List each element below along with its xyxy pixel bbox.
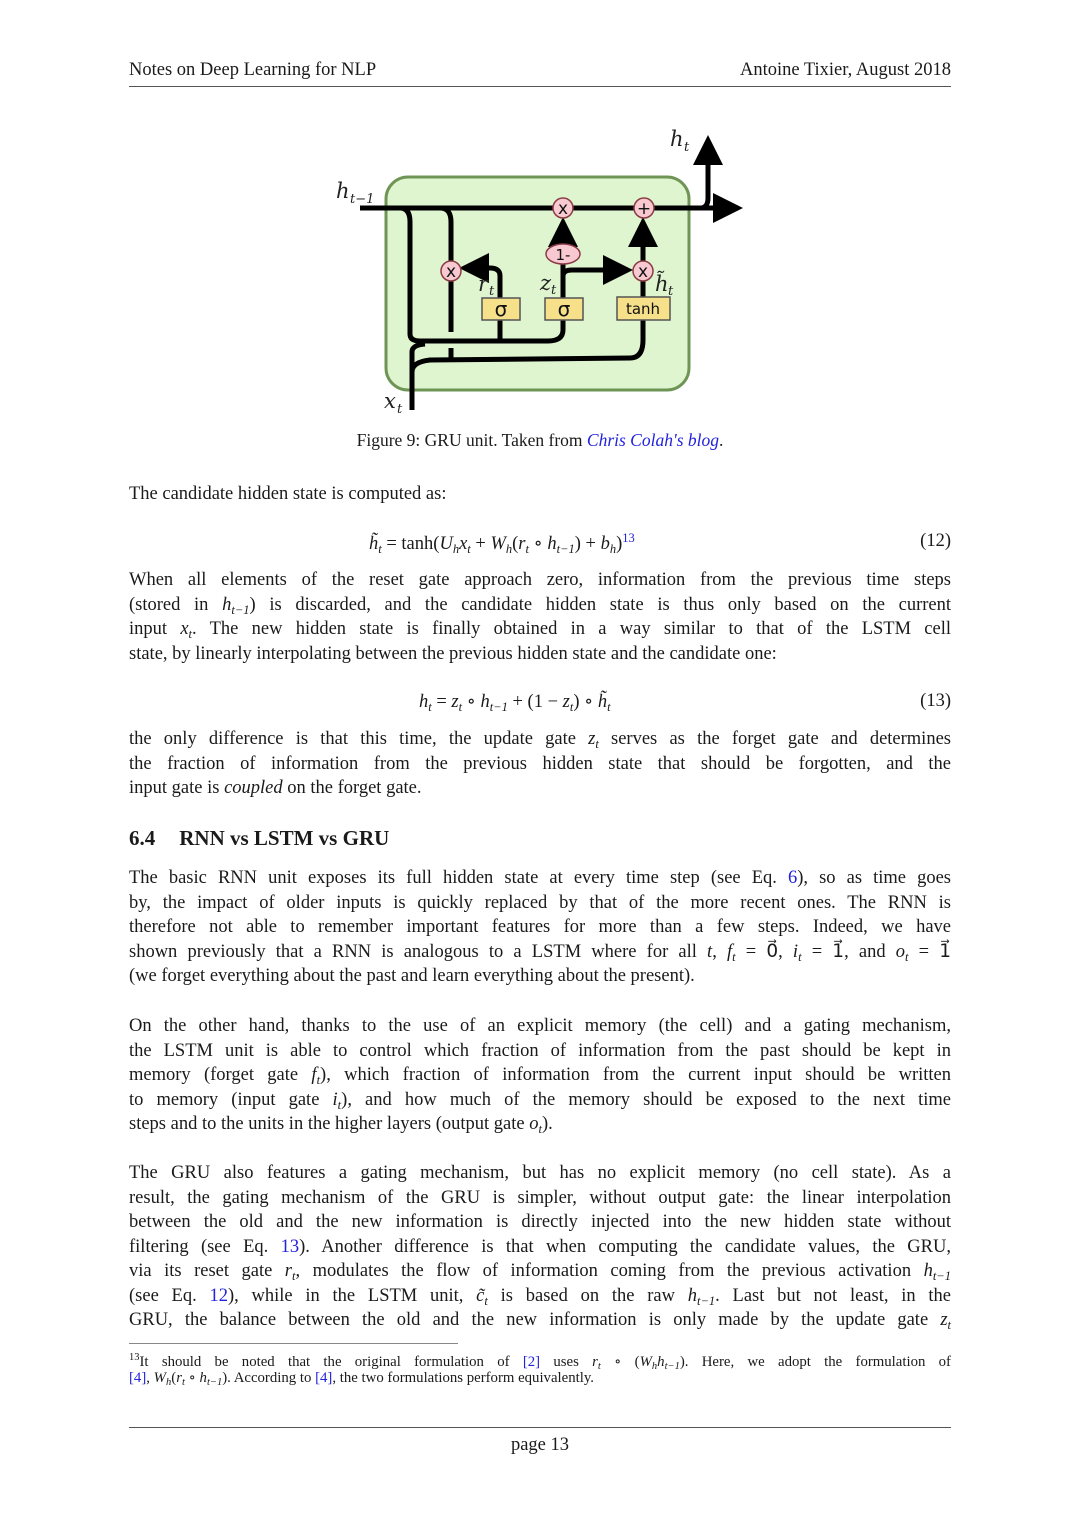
text-run: ∘	[184, 1370, 200, 1386]
text-run: , the two formulations perform equivalently.	[332, 1370, 594, 1386]
text-run: the only difference is that this time, the update gate	[129, 729, 589, 749]
text-line	[129, 1235, 951, 1260]
subscript: t	[597, 1361, 601, 1372]
text-line	[129, 482, 951, 507]
subscript: t	[458, 700, 463, 714]
text-run: )	[616, 534, 623, 554]
equation-body	[369, 531, 635, 557]
label-r: r	[478, 272, 489, 296]
text-run: = 1⃗, and	[801, 941, 896, 962]
text-run: When all elements of the reset gate approach zero, information from the previous time steps	[129, 570, 951, 590]
text-run: ,	[712, 941, 727, 962]
equation-number: (12)	[920, 531, 951, 551]
text-run: shown previously that a RNN is analogous to a LSTM where for all	[129, 941, 708, 962]
op-label: x	[637, 262, 649, 282]
text-run: memory (forget gate	[129, 1065, 312, 1085]
math-symbol: t	[707, 941, 713, 962]
text-line	[129, 776, 951, 801]
math-symbol: W	[490, 534, 506, 554]
math-symbol: h	[222, 594, 232, 615]
text-line	[129, 1259, 951, 1284]
subscript: h	[452, 542, 460, 556]
equation-body	[419, 691, 611, 715]
text-run: serves as the forget gate and determines	[598, 729, 951, 749]
label-h-tilde-sub: t	[668, 284, 674, 299]
footnote-rule	[129, 1343, 458, 1344]
math-symbol: W	[153, 1370, 166, 1386]
subscript: t−1	[231, 602, 250, 617]
text-run: It should be noted that the original formulation of	[139, 1354, 523, 1370]
text-line	[129, 1308, 951, 1333]
text-run: therefore not able to remember important features for more than a few steps. Indeed, we have	[129, 917, 951, 937]
text-line	[129, 568, 951, 593]
text-run: uses	[540, 1354, 593, 1370]
page-number: page 13	[510, 1435, 570, 1455]
op-label: x	[557, 199, 569, 219]
subscript: h	[651, 1361, 658, 1372]
text-line	[129, 1014, 951, 1039]
math-symbol: z	[588, 729, 596, 749]
label-h-prev-sub: t−1	[350, 192, 375, 207]
footnote-13	[129, 1347, 951, 1389]
subscript: t−1	[556, 542, 575, 556]
text-line	[129, 964, 951, 989]
math-symbol: W	[639, 1354, 652, 1370]
label-h-out: h	[670, 127, 684, 151]
op-label: +	[636, 199, 652, 219]
layer-label: σ	[494, 297, 508, 321]
paragraph	[129, 1161, 951, 1333]
text-run: ).	[541, 1114, 553, 1134]
caption-text: Figure 9: GRU unit. Taken from	[356, 430, 587, 450]
paragraph	[129, 866, 951, 989]
math-symbol: r	[176, 1370, 182, 1386]
subscript: t−1	[489, 700, 508, 714]
text-line	[129, 1161, 951, 1186]
label-z: z	[540, 271, 552, 295]
math-symbol: h	[547, 534, 557, 554]
label-h-out-sub: t	[684, 140, 690, 155]
text-run: input gate is	[129, 778, 225, 798]
text-run: state, by linearly interpolating between the previous hidden state and the candidate one:	[129, 643, 777, 664]
paragraph	[129, 727, 951, 801]
text-run: (we forget everything about the past and learn everything about the present).	[129, 966, 695, 986]
text-run: ). According to	[222, 1370, 316, 1386]
math-symbol: U	[439, 534, 453, 554]
superscript: 13	[129, 1352, 140, 1363]
subscript: h	[166, 1377, 172, 1388]
layer-label: tanh	[625, 300, 661, 318]
label-x-in-sub: t	[397, 402, 403, 417]
subscript: t−1	[932, 1269, 951, 1283]
subscript: t	[607, 700, 611, 714]
subscript: t	[378, 542, 382, 556]
text-run: . The new hidden state is finally obtained in a way similar to that of the LSTM cell	[192, 619, 952, 639]
subscript: h	[609, 542, 617, 556]
text-run: (see Eq.	[129, 1285, 210, 1306]
math-symbol: x	[459, 534, 468, 554]
math-symbol: c̃	[476, 1285, 485, 1306]
text-line	[129, 1284, 951, 1309]
text-run: by, the impact of older inputs is quickly replaced by that of the more recent ones. The RNN is	[129, 892, 951, 913]
running-header-title: Notes on Deep Learning for NLP	[129, 60, 377, 80]
subscript: t	[538, 1122, 542, 1136]
cross-reference-link[interactable]: 6	[787, 868, 798, 888]
text-run: filtering (see Eq.	[129, 1236, 281, 1257]
caption-link[interactable]: Chris Colah's blog	[586, 430, 720, 450]
text-run: is based on the raw	[487, 1285, 688, 1306]
text-run: , modulates the flow of information coming from the previous activation	[295, 1261, 924, 1281]
text-run: to memory (input gate	[129, 1089, 333, 1110]
subscript: t	[428, 700, 432, 714]
text-line	[129, 1368, 951, 1389]
math-symbol: o	[529, 1114, 539, 1134]
math-symbol: i	[792, 941, 799, 962]
paragraph	[129, 568, 951, 666]
text-run: = 0⃗,	[735, 941, 793, 962]
cross-reference-link[interactable]: 12	[209, 1285, 228, 1306]
text-run: The candidate hidden state is computed as:	[129, 484, 447, 504]
text-run: the LSTM unit is able to control which fraction of information from the past should be kept in	[129, 1040, 951, 1061]
cross-reference-link[interactable]: [4]	[315, 1370, 333, 1386]
text-run: ). Here, we adopt the formulation of	[679, 1354, 951, 1370]
cross-reference-link[interactable]: [4]	[129, 1370, 147, 1386]
math-symbol: h	[923, 1261, 933, 1281]
subscript: t	[569, 700, 574, 714]
text-run: = 1⃗	[908, 941, 951, 962]
math-symbol: x	[180, 619, 189, 639]
text-line	[129, 593, 951, 618]
math-symbol: z	[451, 692, 459, 712]
math-symbol: b	[600, 534, 610, 554]
text-run: between the old and the new information is directly injected into the new hidden state without	[129, 1212, 951, 1232]
subscript: h	[505, 542, 513, 556]
math-symbol: z	[940, 1310, 948, 1330]
subscript: t	[732, 949, 736, 964]
subscript: t	[188, 627, 193, 641]
text-run: ) is discarded, and the candidate hidden state is thus only based on the current	[249, 594, 952, 615]
text-line	[129, 1039, 951, 1064]
subscript: t	[316, 1073, 321, 1087]
math-symbol: h	[199, 1370, 207, 1386]
text-line	[129, 1088, 951, 1113]
text-run: the fraction of information from the previous hidden state that should be forgotten, and the	[129, 753, 951, 774]
math-symbol: r	[284, 1261, 292, 1281]
footer-rule	[129, 1427, 951, 1428]
text-line	[129, 915, 951, 940]
text-run: input	[129, 619, 181, 639]
text-line	[129, 940, 951, 965]
math-symbol: f	[311, 1065, 317, 1085]
subscript: t	[947, 1318, 951, 1332]
math-symbol: i	[332, 1089, 338, 1110]
text-run: ). Another difference is that when computing the candidate values, the GRU,	[299, 1236, 951, 1257]
math-symbol: z	[562, 692, 570, 712]
math-symbol: h̃	[597, 692, 608, 712]
math-symbol: o	[895, 941, 905, 962]
section-title: RNN vs LSTM vs GRU	[179, 826, 390, 850]
cross-reference-link[interactable]: 13	[280, 1236, 300, 1257]
subscript: t−1	[206, 1377, 223, 1388]
op-label: x	[445, 262, 457, 282]
text-line	[129, 642, 951, 667]
subscript: t	[525, 542, 529, 556]
text-line	[129, 866, 951, 891]
text-run: on the forget gate.	[282, 778, 422, 798]
label-h-prev: h	[336, 179, 350, 203]
label-h-tilde: h̃	[655, 272, 669, 296]
math-symbol: h̃	[369, 534, 379, 554]
gru-diagram	[0, 0, 1080, 430]
text-line	[129, 1186, 951, 1211]
equation-number: (13)	[920, 691, 951, 711]
text-run: . Last but not least, in the	[715, 1285, 951, 1306]
text-run: (	[512, 534, 519, 554]
cross-reference-link[interactable]: [2]	[522, 1354, 541, 1370]
figure-caption	[0, 430, 1080, 451]
layer-label: σ	[557, 297, 571, 321]
paragraph	[129, 1014, 951, 1137]
text-run: ) +	[574, 534, 601, 554]
subscript: t	[904, 949, 909, 964]
text-run: ), which fraction of information from the current input should be written	[320, 1065, 951, 1085]
label-z-sub: t	[551, 283, 557, 298]
text-run: via its reset gate	[129, 1261, 285, 1281]
text-run: The basic RNN unit exposes its full hidden state at every time step (see Eq.	[129, 868, 788, 888]
text-line	[129, 727, 951, 752]
text-run: +	[470, 534, 491, 554]
label-x-in: x	[384, 389, 396, 413]
text-run: (	[171, 1370, 177, 1386]
caption-suffix: .	[719, 430, 724, 450]
subscript: t	[798, 949, 802, 964]
text-run: = tanh(	[381, 534, 440, 554]
text-line	[129, 617, 951, 642]
section-number: 6.4	[129, 826, 156, 850]
text-line	[129, 1210, 951, 1235]
text-run: + (1 −	[507, 692, 563, 712]
subscript: t	[484, 1293, 488, 1308]
math-symbol: r	[518, 534, 526, 554]
text-run: steps and to the units in the higher layers (output gate	[129, 1114, 530, 1134]
text-run: ∘ (	[600, 1354, 640, 1370]
subscript: t	[595, 737, 599, 751]
section-heading	[129, 826, 389, 851]
label-r-sub: t	[489, 284, 495, 299]
math-symbol: h	[657, 1354, 665, 1370]
text-run: (stored in	[129, 594, 223, 615]
text-run: On the other hand, thanks to the use of an explicit memory (the cell) and a gating mechanism,	[129, 1016, 951, 1036]
text-line	[129, 1063, 951, 1088]
text-run: ∘	[528, 534, 548, 554]
math-symbol: h	[480, 692, 490, 712]
text-run: GRU, the balance between the old and the new information is only made by the update gate	[129, 1310, 941, 1330]
math-symbol: r	[592, 1354, 598, 1370]
paragraph	[129, 482, 951, 507]
text-run: The GRU also features a gating mechanism, but has no explicit memory (no cell state). As a	[129, 1163, 951, 1183]
text-run: ), and how much of the memory should be exposed to the next time	[341, 1089, 951, 1110]
text-run: ) ∘	[573, 692, 598, 712]
text-run: ), while in the LSTM unit,	[227, 1285, 477, 1306]
math-symbol: h	[419, 692, 429, 712]
emphasis: coupled	[224, 778, 283, 798]
subscript: t	[467, 542, 471, 556]
subscript: t	[292, 1269, 296, 1283]
running-header-author: Antoine Tixier, August 2018	[739, 60, 951, 80]
footnote-mark[interactable]: 13	[622, 531, 635, 545]
text-line	[129, 1347, 951, 1372]
text-run: ), so as time goes	[797, 868, 951, 888]
text-line	[129, 891, 951, 916]
text-line	[129, 752, 951, 777]
text-run: result, the gating mechanism of the GRU is simpler, without output gate: the linear interpolation	[129, 1187, 951, 1208]
text-run: ∘	[462, 692, 481, 712]
subscript: t	[337, 1097, 342, 1112]
text-run: =	[431, 692, 452, 712]
text-line	[129, 1112, 951, 1137]
math-symbol: h	[687, 1285, 697, 1306]
math-symbol: f	[726, 941, 733, 962]
subscript: t−1	[696, 1293, 716, 1308]
text-run: ,	[146, 1370, 154, 1386]
op-label: 1-	[555, 246, 571, 264]
subscript: t	[181, 1377, 185, 1388]
subscript: t−1	[664, 1361, 680, 1372]
